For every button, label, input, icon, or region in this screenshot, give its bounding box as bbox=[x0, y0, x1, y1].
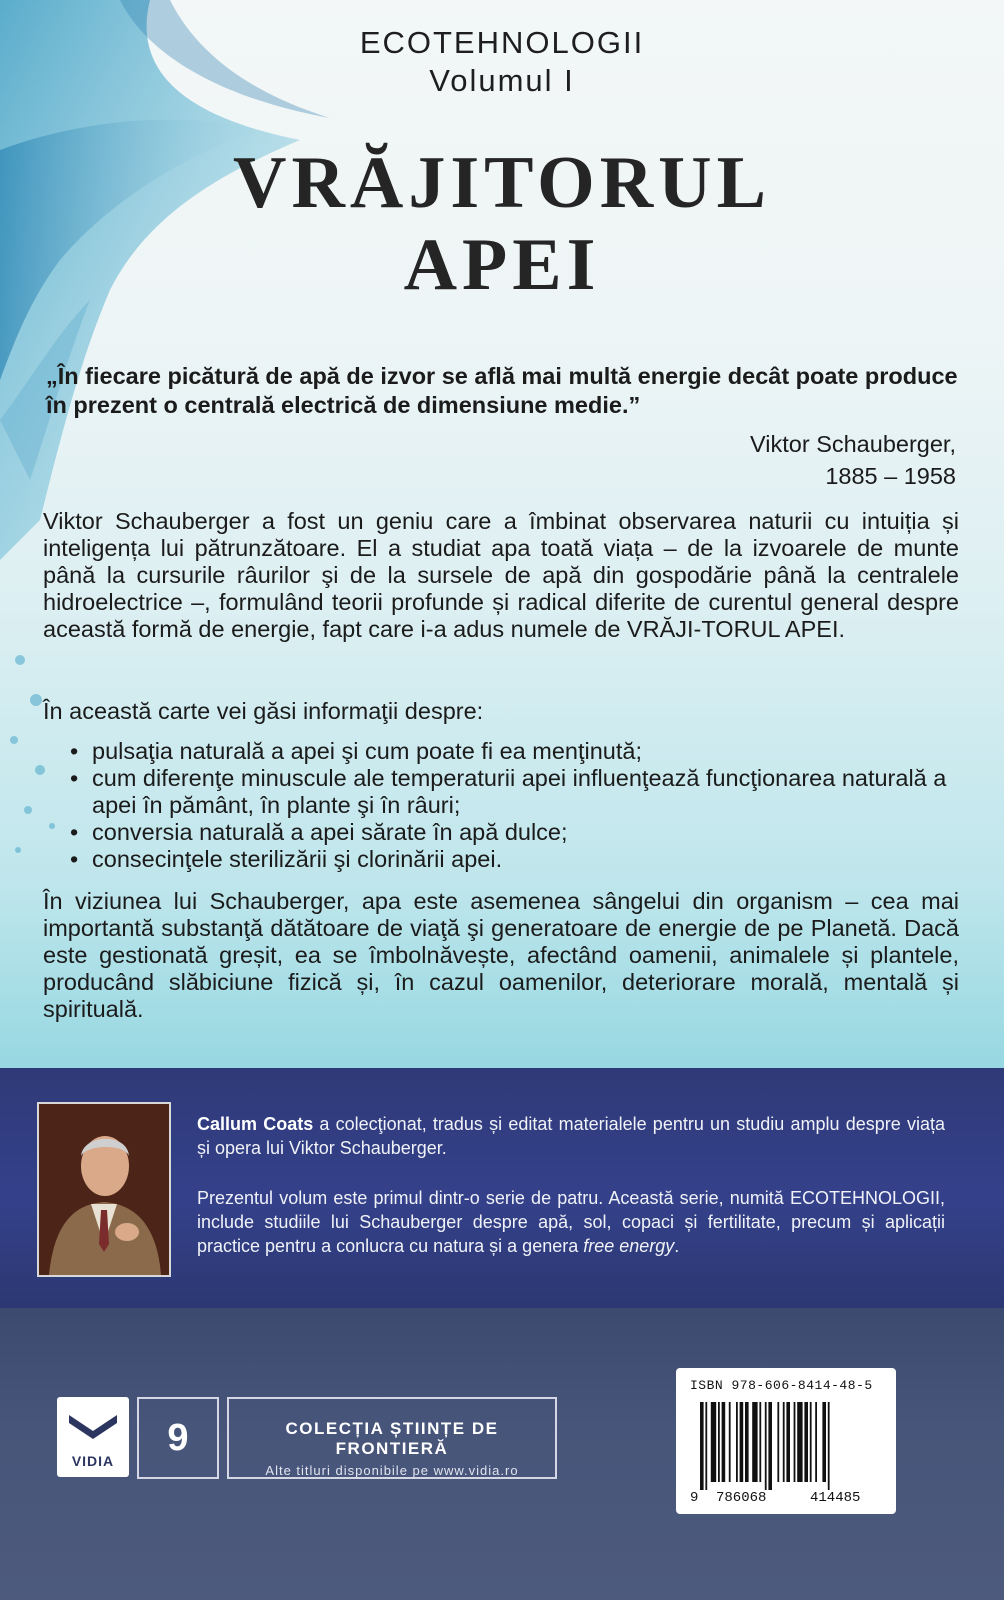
list-item-text: cum diferenţe minuscule ale temperaturii apei influenţează funcţionarea naturală a apei în pământ, în plante şi în râuri; bbox=[92, 765, 947, 818]
author-name: Callum Coats bbox=[197, 1114, 314, 1134]
volume-label: Volumul I bbox=[429, 63, 575, 98]
title-line-1: VRĂJITORUL bbox=[233, 142, 771, 224]
barcode-icon bbox=[700, 1402, 878, 1490]
quote-attribution bbox=[750, 428, 956, 492]
bullet-icon: • bbox=[70, 765, 79, 791]
barcode-left-digits: 786068 bbox=[716, 1490, 767, 1506]
author-bio-text: a colecţionat, tradus și editat materialele pentru un studiu amplu despre viața și opera lui Viktor Schauberger. bbox=[197, 1114, 945, 1158]
author-photo bbox=[37, 1102, 171, 1277]
collection-box bbox=[227, 1397, 557, 1479]
list-intro: În această carte vei găsi informaţii despre: bbox=[43, 698, 484, 724]
topics-list bbox=[70, 738, 950, 873]
series-heading bbox=[0, 24, 1004, 100]
description-paragraph-1: Viktor Schauberger a fost un geniu care a îmbinat observarea naturii cu intuiția și inteligența lui pătrunzătoare. El a studiat apa toată viața – de la izvoarele de munte până la cursurile râurilor şi de la sursele de apă din gospodărie până la centralele hidroelectrice –, formulând teorii profunde și radical diferite de curentul general despre această formă de energie, fapt care i-a adus numele de VRĂJI-TORUL APEI. bbox=[43, 508, 959, 642]
quote-years: 1885 – 1958 bbox=[825, 463, 956, 489]
free-energy-term: free energy bbox=[583, 1236, 675, 1256]
author-bio bbox=[197, 1112, 945, 1160]
list-item-text: conversia naturală a apei sărate în apă dulce; bbox=[92, 819, 568, 845]
publisher-name: VIDIA bbox=[71, 1453, 115, 1469]
barcode-first-digit: 9 bbox=[690, 1490, 699, 1506]
quote-text: „În fiecare picătură de apă de izvor se află mai multă energie decât poate produce în prezent o centrală electrică de dimensiune medie.” bbox=[46, 363, 958, 418]
series-description bbox=[197, 1186, 945, 1258]
list-item bbox=[70, 846, 950, 873]
book-title bbox=[0, 142, 1004, 306]
bullet-icon: • bbox=[70, 738, 79, 764]
collection-title: COLECȚIA ȘTIINȚE DE FRONTIERĂ bbox=[285, 1419, 499, 1458]
list-item-text: pulsaţia naturală a apei şi cum poate fi ea menţinută; bbox=[92, 738, 642, 764]
list-item-text: consecinţele sterilizării şi clorinării apei. bbox=[92, 846, 503, 872]
quote-author: Viktor Schauberger, bbox=[750, 431, 956, 457]
series-description-text: Prezentul volum este primul dintr-o serie de patru. Această serie, numită ECOTEHNOLOGII, include studiile lui Schauberger despre apă, sol, copaci și fertilitate, precum și aplicații practice pentru a conlucra cu natura și a genera bbox=[197, 1188, 945, 1256]
publisher-logo bbox=[57, 1397, 129, 1477]
collection-subtitle: Alte titluri disponibile pe www.vidia.ro bbox=[265, 1463, 519, 1478]
isbn-barcode-label bbox=[676, 1368, 896, 1514]
title-line-2: APEI bbox=[403, 224, 601, 306]
barcode-right-digits: 414485 bbox=[810, 1490, 861, 1506]
isbn-number: ISBN 978-606-8414-48-5 bbox=[690, 1378, 873, 1393]
collection-number: 9 bbox=[137, 1397, 219, 1479]
description-paragraph-2: În viziunea lui Schauberger, apa este asemenea sângelui din organism – cea mai importantă substanţă dătătoare de viaţă şi generatoare de energie de pe Planetă. Dacă este gestionată greșit, ea se îmbolnăvește, afectând oamenii, animalele și plantele, producând slăbiciune fizică și, în cazul oamenilor, deteriorare morală, mentală și spirituală. bbox=[43, 888, 959, 1022]
list-item bbox=[70, 819, 950, 846]
series-description-end: . bbox=[674, 1236, 680, 1256]
series-name: ECOTEHNOLOGII bbox=[359, 25, 645, 60]
chevron-down-icon bbox=[57, 1397, 129, 1447]
list-item bbox=[70, 765, 950, 819]
list-item bbox=[70, 738, 950, 765]
bullet-icon: • bbox=[70, 819, 79, 845]
bullet-icon: • bbox=[70, 846, 79, 872]
